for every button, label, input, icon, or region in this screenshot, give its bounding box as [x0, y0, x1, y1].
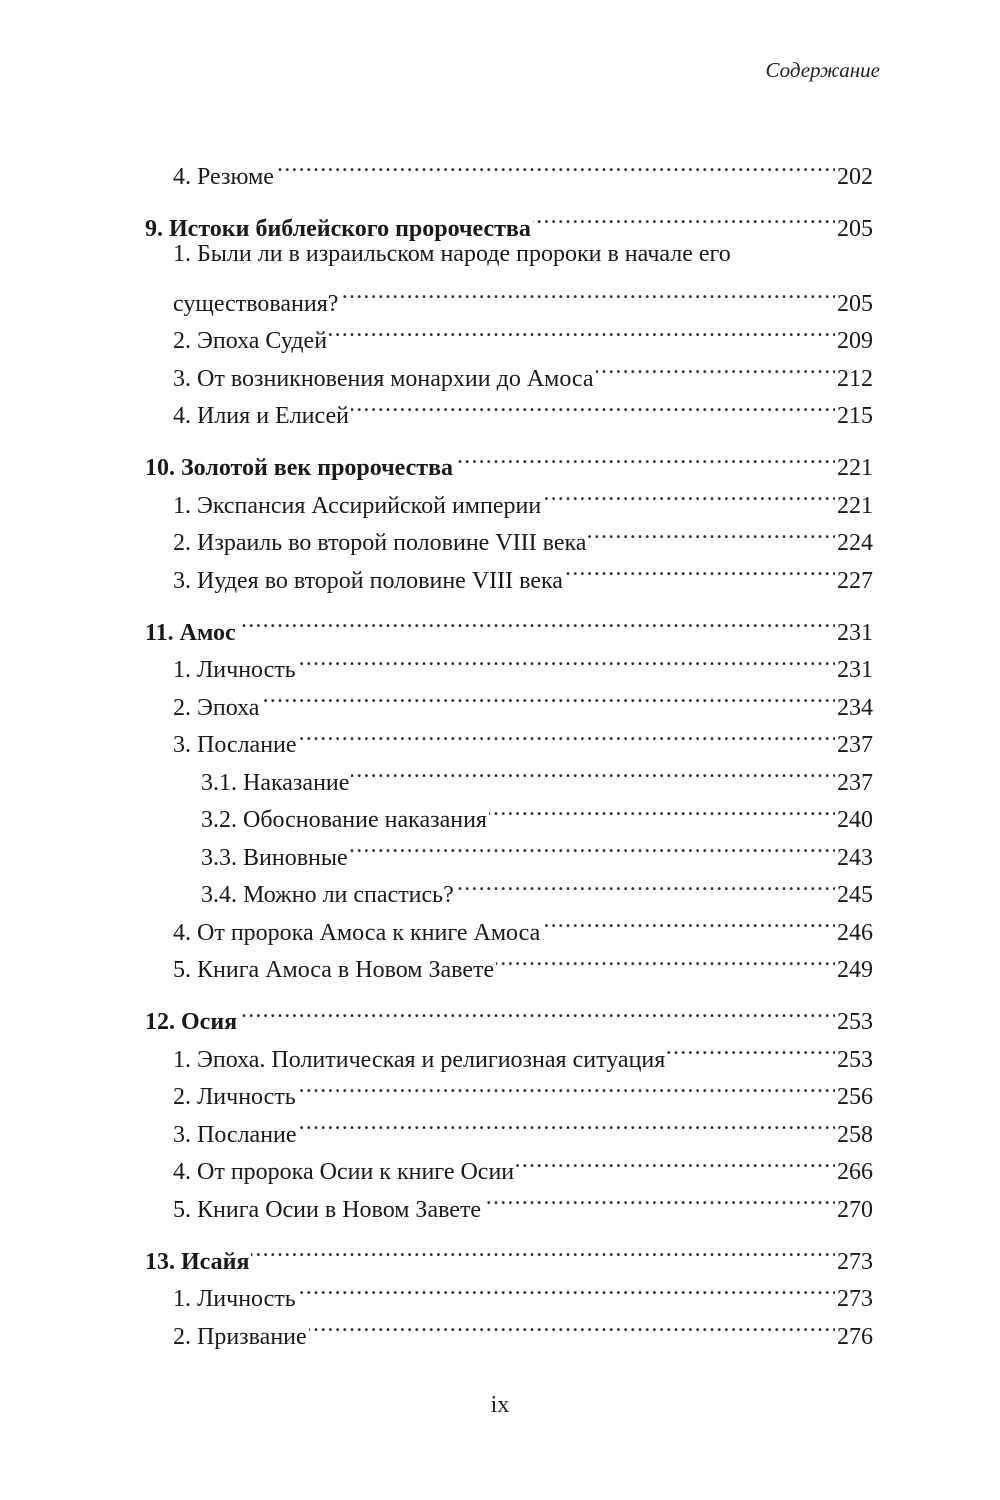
toc-chapter-title: 9. Истоки библейского пророчества [145, 215, 531, 242]
toc-chapter-title: 12. Осия [145, 1009, 238, 1035]
dot-leader [299, 715, 835, 753]
dot-leader [588, 513, 835, 551]
dot-leader [329, 311, 835, 349]
toc-item-title: 3.1. Наказание [201, 769, 350, 796]
dot-leader [455, 438, 835, 476]
toc-page-number: 215 [837, 403, 873, 429]
toc-item-title: 3. Послание [173, 732, 297, 758]
toc-page-number: 256 [837, 1084, 873, 1110]
toc-chapter-title: 13. Исайя [145, 1248, 250, 1275]
toc-chapter [145, 438, 873, 481]
toc-page-number: 231 [837, 657, 873, 683]
dot-leader [299, 1104, 835, 1142]
toc-page-number: 270 [837, 1196, 873, 1223]
toc-page-number: 249 [837, 957, 873, 983]
toc-item-title: 3.2. Обоснование наказания [201, 807, 487, 833]
dot-leader [533, 198, 835, 236]
dot-leader [309, 1306, 835, 1344]
toc-page-number: 253 [837, 1009, 873, 1035]
toc-item-title: 3. От возникновения монархии до Амоса [173, 365, 594, 392]
running-head: Содержание [765, 58, 880, 82]
toc-item-title: 1. Личность [173, 657, 296, 683]
dot-leader [340, 273, 835, 311]
toc-item-title: 2. Призвание [173, 1323, 307, 1350]
toc-item-title: 1. Эпоха. Политическая и религиозная ситуация [173, 1046, 666, 1073]
toc-item-title: 5. Книга Амоса в Новом Завете [173, 957, 495, 983]
dot-leader [516, 1142, 835, 1180]
toc-page-number: 205 [837, 290, 873, 317]
dot-leader [276, 146, 835, 184]
dot-leader [351, 752, 835, 790]
toc-chapter [145, 992, 873, 1035]
dot-leader [298, 640, 835, 678]
toc-page-number: 245 [837, 882, 873, 908]
toc-chapter-title: 10. Золотой век пророчества [145, 455, 454, 481]
toc-page-number: 243 [837, 844, 873, 871]
toc-item-title: 5. Книга Осии в Новом Завете [173, 1196, 482, 1223]
dot-leader [298, 1067, 835, 1105]
toc-page-number: 202 [837, 163, 873, 190]
dot-leader [261, 677, 835, 715]
toc-item-title: 3. Иудея во второй половине VIII века [173, 567, 563, 594]
toc-chapter [145, 1231, 873, 1275]
toc-chapter-title: 11. Амос [145, 619, 236, 646]
toc-item-title: 4. Илия и Елисей [173, 403, 349, 429]
toc-page-number: 276 [837, 1323, 873, 1350]
toc-item [145, 1269, 873, 1312]
dot-leader [489, 790, 835, 828]
toc-page-number: 246 [837, 919, 873, 946]
toc-page-number: 258 [837, 1121, 873, 1148]
toc-page-number: 231 [837, 619, 873, 646]
toc-item-title: 4. Резюме [173, 163, 274, 190]
toc-item-title: 4. От пророка Амоса к книге Амоса [173, 919, 541, 946]
toc-item-title: 3.3. Виновные [201, 844, 348, 871]
table-of-contents [145, 146, 873, 1350]
toc-item-title: 2. Эпоха Судей [173, 328, 328, 354]
dot-leader [239, 992, 835, 1030]
dot-leader [542, 902, 835, 940]
dot-leader [496, 940, 835, 978]
toc-page-number: 209 [837, 328, 873, 354]
dot-leader [456, 865, 835, 903]
dot-leader [483, 1179, 835, 1217]
toc-item-title-line2: существования? [173, 290, 339, 317]
toc-page-number: 237 [837, 769, 873, 796]
toc-item-title: 1. Экспансия Ассирийской империи [173, 492, 542, 519]
toc-item-title: 3.4. Можно ли спастись? [201, 882, 454, 908]
toc-page-number: 234 [837, 694, 873, 721]
toc-item-title: 2. Эпоха [173, 694, 260, 721]
toc-page-number: 273 [837, 1286, 873, 1312]
toc-page-number: 240 [837, 807, 873, 833]
toc-item-title: 3. Послание [173, 1121, 297, 1148]
toc-chapter [145, 602, 873, 646]
toc-page-number: 212 [837, 365, 873, 392]
toc-page-number: 227 [837, 567, 873, 594]
dot-leader [543, 475, 835, 513]
toc-item [145, 640, 873, 683]
dot-leader [667, 1029, 835, 1067]
toc-page-number: 205 [837, 215, 873, 242]
dot-leader [351, 386, 835, 424]
dot-leader [298, 1269, 835, 1307]
toc-item-title-line1: 1. Были ли в израильском народе пророки в начале его [173, 240, 731, 267]
toc-item-title: 2. Израиль во второй половине VIII века [173, 530, 587, 556]
toc-page-number: 266 [837, 1159, 873, 1185]
toc-chapter [145, 198, 873, 242]
dot-leader [565, 550, 835, 588]
toc-item [145, 236, 873, 317]
toc-page-number: 253 [837, 1046, 873, 1073]
toc-item-title: 1. Личность [173, 1286, 296, 1312]
toc-page-number: 273 [837, 1248, 873, 1275]
toc-item-title: 2. Личность [173, 1084, 296, 1110]
dot-leader [251, 1231, 835, 1269]
dot-leader [596, 348, 835, 386]
dot-leader [238, 602, 835, 640]
toc-item [145, 1029, 873, 1073]
toc-item [145, 146, 873, 190]
toc-page-number: 221 [837, 492, 873, 519]
toc-item-title: 4. От пророка Осии к книге Осии [173, 1159, 515, 1185]
toc-page-number: 224 [837, 530, 873, 556]
page-number: ix [490, 1392, 510, 1418]
toc-page-number: 221 [837, 455, 873, 481]
toc-page-number: 237 [837, 732, 873, 758]
dot-leader [350, 827, 835, 865]
